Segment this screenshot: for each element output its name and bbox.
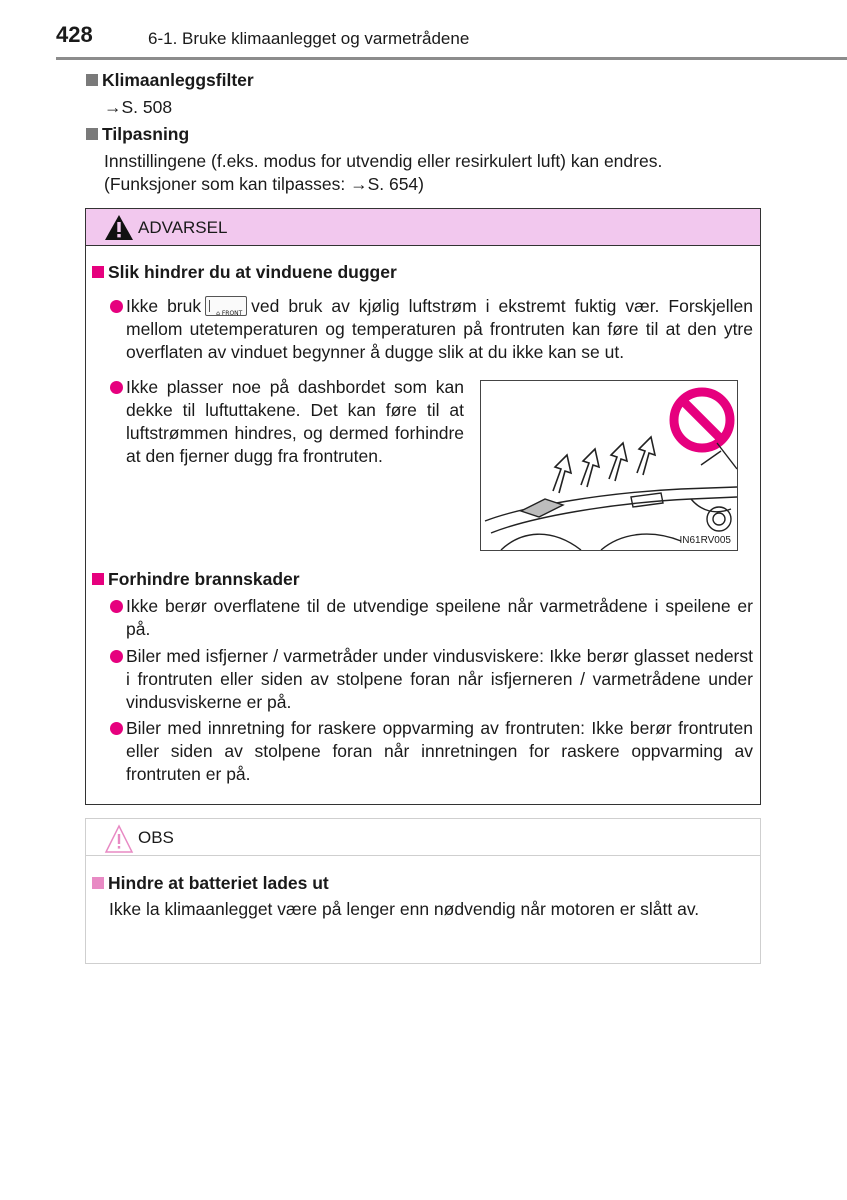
square-bullet-icon [92, 877, 104, 889]
bullet-dot-icon [110, 722, 123, 735]
header-rule [56, 57, 847, 60]
caution-icon [104, 824, 134, 854]
fire-b2-text: Biler med isfjerner / varmetråder under vindusviskere: Ikke berør glasset nederst i frontruten eller siden av stolpene foran når isfjerneren / varmetrådene under vindusviskerne er på. [126, 646, 753, 712]
bullet-dot-icon [110, 381, 123, 394]
square-bullet-icon [92, 266, 104, 278]
bullet-dot-icon [110, 300, 123, 313]
fog-b2-text: Ikke plasser noe på dashbordet som kan dekke til luftuttakene. Det kan føre til at luftstrømmen hindres, og dermed forhindre at den fjerner dugg fra frontruten. [126, 377, 464, 466]
fire-heading [92, 569, 300, 590]
fog-bullet-2 [110, 376, 464, 468]
custom-heading [86, 124, 189, 145]
custom-line2: (Funksjoner som kan tilpasses: →S. 654) [104, 174, 424, 194]
warning-label: ADVARSEL [138, 218, 228, 237]
front-defogger-button-icon [205, 296, 247, 316]
warning-icon [104, 214, 134, 241]
battery-heading-text: Hindre at batteriet lades ut [108, 873, 329, 893]
square-bullet-icon [86, 74, 98, 86]
bullet-dot-icon [110, 650, 123, 663]
warning-box-header [86, 209, 760, 246]
notice-box-header [86, 819, 760, 856]
dashboard-drawing [481, 381, 737, 550]
fire-heading-text: Forhindre brannskader [108, 569, 300, 589]
section-title: 6-1. Bruke klimaanlegget og varmetrådene [148, 29, 470, 48]
airflow-arrows [553, 437, 655, 493]
filter-heading [86, 70, 254, 91]
fog-heading [92, 262, 397, 283]
dashboard-illustration [480, 380, 738, 551]
custom-text [104, 150, 744, 196]
square-bullet-icon [92, 573, 104, 585]
fire-bullet-2 [110, 645, 753, 714]
bullet-dot-icon [110, 600, 123, 613]
fire-b3-text: Biler med innretning for raskere oppvarming av frontruten: Ikke berør frontruten eller siden av stolpene foran når innretningen for raskere oppvarming av frontruten er på. [126, 718, 753, 784]
figure-code: IN61RV005 [679, 535, 731, 546]
filter-ref[interactable]: →S. 508 [104, 97, 173, 117]
battery-text-body: Ikke la klimaanlegget være på lenger enn nødvendig når motoren er slått av. [109, 899, 700, 919]
filter-heading-text: Klimaanleggsfilter [102, 70, 254, 90]
battery-text [109, 898, 747, 921]
notice-label: OBS [138, 828, 174, 847]
fire-bullet-1 [110, 595, 753, 641]
square-bullet-icon [86, 128, 98, 140]
fog-b1-pre: Ikke bruk [126, 296, 202, 316]
battery-heading [92, 873, 329, 894]
custom-line1: Innstillingene (f.eks. modus for utvendig eller resirkulert luft) kan endres. [104, 151, 663, 171]
fire-b1-text: Ikke berør overflatene til de utvendige speilene når varmetrådene i speilene er på. [126, 596, 753, 639]
fog-bullet-1 [110, 295, 753, 364]
fog-heading-text: Slik hindrer du at vinduene dugger [108, 262, 397, 282]
page-number: 428 [56, 22, 93, 47]
custom-heading-text: Tilpasning [102, 124, 190, 144]
fog-b1-post: ved bruk av kjølig luftstrøm i ekstremt fuktig vær. Forskjellen mellom utetemperaturen og temperaturen på frontruten kan føre til at den ytre overflaten av vinduet begynner å dugge slik at du ikke kan se ut. [126, 296, 754, 362]
fire-bullet-3 [110, 717, 753, 786]
